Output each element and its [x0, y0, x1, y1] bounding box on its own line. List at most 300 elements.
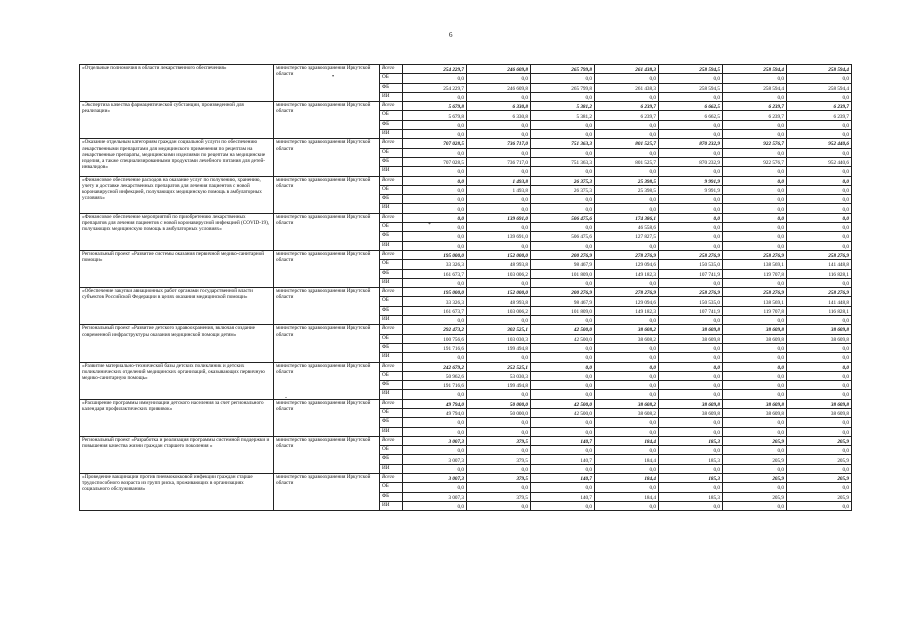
- amount-cell: 0,0: [595, 483, 659, 492]
- amount-cell: 200 276,9: [531, 288, 595, 297]
- amount-cell: 0,0: [403, 185, 467, 194]
- amount-cell: 0,0: [467, 501, 531, 510]
- amount-cell: 0,0: [467, 278, 531, 287]
- amount-cell: 0,0: [403, 278, 467, 287]
- amount-cell: 246 609,8: [467, 83, 531, 92]
- amount-cell: 292 473,2: [403, 325, 467, 334]
- amount-cell: 0,0: [531, 483, 595, 492]
- amount-cell: 38 608,2: [595, 399, 659, 408]
- amount-cell: 6 662,5: [659, 102, 723, 111]
- amount-cell: 0,0: [595, 390, 659, 399]
- event-name: «Обеспечение закупки авиационных работ органами государственной власти субъектов Российской Федерации в целях оказания медицинской помощи»: [80, 288, 274, 325]
- funding-source: ФБ: [380, 343, 403, 352]
- amount-cell: 0,0: [595, 120, 659, 129]
- amount-cell: 258 594,4: [787, 83, 852, 92]
- amount-cell: 6 239,7: [787, 111, 852, 120]
- amount-cell: 0,0: [723, 213, 787, 222]
- amount-cell: 0,0: [723, 185, 787, 194]
- funding-source: Всего: [380, 399, 403, 408]
- amount-cell: 0,0: [659, 353, 723, 362]
- stray-mark: •: [332, 74, 335, 80]
- amount-cell: 195 000,0: [403, 250, 467, 259]
- amount-cell: 185,3: [659, 436, 723, 445]
- table-row: [80, 362, 852, 371]
- amount-cell: 205,9: [787, 455, 852, 464]
- amount-cell: 0,0: [467, 167, 531, 176]
- amount-cell: 952 440,6: [787, 157, 852, 166]
- amount-cell: 0,0: [467, 130, 531, 139]
- amount-cell: 0,0: [723, 381, 787, 390]
- amount-cell: 38 608,2: [595, 334, 659, 343]
- funding-source: Всего: [380, 65, 403, 74]
- table-row: [80, 474, 852, 483]
- amount-cell: 0,0: [659, 343, 723, 352]
- amount-cell: 736 717,0: [467, 157, 531, 166]
- amount-cell: 0,0: [659, 241, 723, 250]
- amount-cell: 265 799,8: [531, 65, 595, 74]
- amount-cell: 26 375,3: [531, 176, 595, 185]
- amount-cell: 0,0: [787, 501, 852, 510]
- amount-cell: 0,0: [723, 501, 787, 510]
- amount-cell: 184,4: [595, 436, 659, 445]
- amount-cell: 751 363,3: [531, 157, 595, 166]
- amount-cell: 0,0: [787, 148, 852, 157]
- funding-source: ОБ: [380, 371, 403, 380]
- amount-cell: 379,5: [467, 492, 531, 501]
- amount-cell: 0,0: [467, 74, 531, 83]
- amount-cell: 38 609,8: [723, 408, 787, 417]
- amount-cell: 379,5: [467, 455, 531, 464]
- amount-cell: 258 594,4: [723, 65, 787, 74]
- amount-cell: 0,0: [723, 130, 787, 139]
- amount-cell: 0,0: [403, 92, 467, 101]
- amount-cell: 0,0: [403, 418, 467, 427]
- amount-cell: 103 006,2: [467, 306, 531, 315]
- amount-cell: 195 000,0: [403, 288, 467, 297]
- amount-cell: 0,0: [595, 343, 659, 352]
- responsible-executor: министерство здравоохранения Иркутской области: [274, 288, 380, 325]
- amount-cell: 0,0: [787, 120, 852, 129]
- funding-source: ФБ: [380, 269, 403, 278]
- amount-cell: 140,7: [531, 455, 595, 464]
- amount-cell: 0,0: [787, 353, 852, 362]
- amount-cell: 0,0: [595, 241, 659, 250]
- event-name: Региональный проект «Развитие детского здравоохранения, включая создание современной инфраструктуры оказания медицинской помощи детям»: [80, 325, 274, 362]
- amount-cell: 205,9: [787, 492, 852, 501]
- funding-source: ФБ: [380, 195, 403, 204]
- amount-cell: 0,0: [787, 92, 852, 101]
- amount-cell: 0,0: [531, 381, 595, 390]
- amount-cell: 0,0: [403, 232, 467, 241]
- amount-cell: 0,0: [787, 464, 852, 473]
- amount-cell: 258 594,4: [723, 83, 787, 92]
- funding-source: Всего: [380, 436, 403, 445]
- responsible-executor: министерство здравоохранения Иркутской области: [274, 362, 380, 399]
- amount-cell: 0,0: [467, 241, 531, 250]
- funding-source: ФБ: [380, 157, 403, 166]
- funding-source: ИИ: [380, 204, 403, 213]
- amount-cell: 0,0: [787, 316, 852, 325]
- amount-cell: 0,0: [467, 464, 531, 473]
- amount-cell: 0,0: [531, 148, 595, 157]
- amount-cell: 6 239,7: [723, 111, 787, 120]
- amount-cell: 0,0: [659, 278, 723, 287]
- amount-cell: 33 326,3: [403, 260, 467, 269]
- funding-source: ОБ: [380, 446, 403, 455]
- amount-cell: 0,0: [403, 316, 467, 325]
- amount-cell: 0,0: [595, 446, 659, 455]
- amount-cell: 258 594,4: [787, 65, 852, 74]
- amount-cell: 38 609,8: [659, 325, 723, 334]
- event-name: Региональный проект «Развитие системы оказания первичной медико-санитарной помощи»: [80, 250, 274, 287]
- amount-cell: 258 276,9: [659, 288, 723, 297]
- funding-source: ФБ: [380, 306, 403, 315]
- funding-source: ОБ: [380, 111, 403, 120]
- funding-source: ФБ: [380, 455, 403, 464]
- amount-cell: 0,0: [659, 464, 723, 473]
- amount-cell: 258 276,9: [723, 250, 787, 259]
- amount-cell: 0,0: [403, 464, 467, 473]
- event-name: «Финансовое обеспечение расходов на оказание услуг по получению, хранению, учету и доставке лекарственных препаратов для лечения пациентов с новой коронавирусной инфекцией, получающих медицинскую помощь в амбулаторных условиях»: [80, 176, 274, 213]
- amount-cell: 0,0: [659, 130, 723, 139]
- amount-cell: 0,0: [531, 353, 595, 362]
- amount-cell: 42 500,0: [531, 325, 595, 334]
- event-name: «Оказание отдельным категориям граждан социальной услуги по обеспечению лекарственными препаратами для медицинского применения по рецептам на лекарственные препараты, медицинскими изделиями по рецептам на медицинские изделия, а также специализированными продуктами лечебного питания для детей-инвалидов»: [80, 139, 274, 176]
- amount-cell: 38 608,2: [595, 408, 659, 417]
- funding-source: ИИ: [380, 464, 403, 473]
- amount-cell: 302 525,1: [467, 325, 531, 334]
- amount-cell: 0,0: [467, 418, 531, 427]
- amount-cell: 3 007,3: [403, 436, 467, 445]
- amount-cell: 0,0: [787, 130, 852, 139]
- amount-cell: 870 232,9: [659, 157, 723, 166]
- responsible-executor: министерство здравоохранения Иркутской области: [274, 325, 380, 362]
- amount-cell: 0,0: [467, 92, 531, 101]
- amount-cell: 0,0: [787, 278, 852, 287]
- amount-cell: 0,0: [659, 167, 723, 176]
- amount-cell: 0,0: [531, 204, 595, 213]
- amount-cell: 0,0: [531, 501, 595, 510]
- amount-cell: 119 707,8: [723, 269, 787, 278]
- funding-source: ОБ: [380, 223, 403, 232]
- amount-cell: 0,0: [723, 316, 787, 325]
- table-row: [80, 65, 852, 74]
- amount-cell: 116 828,1: [787, 306, 852, 315]
- page-number: 6: [449, 31, 453, 39]
- amount-cell: 0,0: [659, 223, 723, 232]
- amount-cell: 0,0: [531, 130, 595, 139]
- amount-cell: 199 494,8: [467, 381, 531, 390]
- amount-cell: 870 232,9: [659, 139, 723, 148]
- amount-cell: 1 493,8: [467, 185, 531, 194]
- table-row: [80, 288, 852, 297]
- amount-cell: 0,0: [787, 74, 852, 83]
- amount-cell: 161 673,7: [403, 269, 467, 278]
- amount-cell: 0,0: [723, 362, 787, 371]
- amount-cell: 138 569,1: [723, 260, 787, 269]
- amount-cell: 0,0: [531, 195, 595, 204]
- amount-cell: 0,0: [787, 418, 852, 427]
- amount-cell: 0,0: [659, 501, 723, 510]
- amount-cell: 0,0: [467, 204, 531, 213]
- table-row: [80, 399, 852, 408]
- amount-cell: 0,0: [723, 278, 787, 287]
- amount-cell: 140,7: [531, 436, 595, 445]
- amount-cell: 707 028,5: [403, 139, 467, 148]
- funding-source: Всего: [380, 288, 403, 297]
- amount-cell: 0,0: [595, 316, 659, 325]
- amount-cell: 0,0: [467, 195, 531, 204]
- amount-cell: 0,0: [531, 241, 595, 250]
- amount-cell: 0,0: [531, 74, 595, 83]
- amount-cell: 184,4: [595, 455, 659, 464]
- amount-cell: 38 609,8: [659, 399, 723, 408]
- funding-source: Всего: [380, 139, 403, 148]
- funding-source: ФБ: [380, 83, 403, 92]
- amount-cell: 0,0: [723, 343, 787, 352]
- amount-cell: 0,0: [467, 446, 531, 455]
- funding-source: ОБ: [380, 260, 403, 269]
- amount-cell: 38 609,8: [723, 399, 787, 408]
- amount-cell: 205,9: [787, 436, 852, 445]
- funding-source: Всего: [380, 362, 403, 371]
- funding-source: ОБ: [380, 408, 403, 417]
- amount-cell: 119 707,8: [723, 306, 787, 315]
- amount-cell: 0,0: [595, 418, 659, 427]
- amount-cell: 0,0: [403, 120, 467, 129]
- funding-source: Всего: [380, 102, 403, 111]
- amount-cell: 0,0: [787, 343, 852, 352]
- amount-cell: 191 716,6: [403, 381, 467, 390]
- amount-cell: 138 569,1: [723, 297, 787, 306]
- amount-cell: 261 438,3: [595, 65, 659, 74]
- amount-cell: 101 809,0: [531, 269, 595, 278]
- amount-cell: 0,0: [595, 130, 659, 139]
- amount-cell: 149 182,3: [595, 269, 659, 278]
- amount-cell: 258 276,9: [787, 288, 852, 297]
- amount-cell: 140,7: [531, 474, 595, 483]
- amount-cell: 6 239,7: [787, 102, 852, 111]
- event-name: «Экспертиза качества фармацевтической субстанции, произведенной для реализации»: [80, 102, 274, 139]
- funding-source: ИИ: [380, 353, 403, 362]
- amount-cell: 0,0: [659, 362, 723, 371]
- amount-cell: 0,0: [723, 418, 787, 427]
- amount-cell: 0,0: [467, 427, 531, 436]
- amount-cell: 0,0: [723, 371, 787, 380]
- amount-cell: 506 475,6: [531, 232, 595, 241]
- amount-cell: 0,0: [659, 446, 723, 455]
- amount-cell: 0,0: [723, 353, 787, 362]
- amount-cell: 26 375,3: [531, 185, 595, 194]
- amount-cell: 185,3: [659, 455, 723, 464]
- funding-source: ИИ: [380, 92, 403, 101]
- amount-cell: 0,0: [403, 427, 467, 436]
- amount-cell: 116 828,1: [787, 269, 852, 278]
- amount-cell: 38 608,2: [595, 325, 659, 334]
- amount-cell: 205,9: [723, 436, 787, 445]
- amount-cell: 0,0: [403, 390, 467, 399]
- amount-cell: 0,0: [531, 343, 595, 352]
- amount-cell: 161 673,7: [403, 306, 467, 315]
- amount-cell: 149 182,3: [595, 306, 659, 315]
- funding-source: ФБ: [380, 232, 403, 241]
- amount-cell: 0,0: [531, 362, 595, 371]
- amount-cell: 6 330,8: [467, 102, 531, 111]
- amount-cell: 141 448,8: [787, 260, 852, 269]
- amount-cell: 922 576,7: [723, 139, 787, 148]
- amount-cell: 0,0: [595, 148, 659, 157]
- amount-cell: 0,0: [531, 278, 595, 287]
- amount-cell: 0,0: [467, 120, 531, 129]
- amount-cell: 107 741,9: [659, 269, 723, 278]
- funding-source: Всего: [380, 213, 403, 222]
- amount-cell: 0,0: [531, 120, 595, 129]
- amount-cell: 0,0: [723, 148, 787, 157]
- funding-source: ОБ: [380, 185, 403, 194]
- amount-cell: 6 239,7: [595, 102, 659, 111]
- table-row: [80, 436, 852, 445]
- event-name: «Отдельные полномочия в области лекарственного обеспечения»: [80, 65, 274, 102]
- amount-cell: 0,0: [531, 390, 595, 399]
- amount-cell: 379,5: [467, 436, 531, 445]
- amount-cell: 3 007,3: [403, 455, 467, 464]
- amount-cell: 184,4: [595, 492, 659, 501]
- amount-cell: 185,3: [659, 492, 723, 501]
- amount-cell: 0,0: [787, 167, 852, 176]
- funding-source: ИИ: [380, 427, 403, 436]
- amount-cell: 0,0: [723, 427, 787, 436]
- table-row: [80, 139, 852, 148]
- amount-cell: 0,0: [787, 362, 852, 371]
- amount-cell: 0,0: [659, 213, 723, 222]
- amount-cell: 0,0: [723, 176, 787, 185]
- amount-cell: 107 741,9: [659, 306, 723, 315]
- funding-source: ФБ: [380, 492, 403, 501]
- event-name: Региональный проект «Разработка и реализация программы системной поддержки и повышения качества жизни граждан старшего поколения »: [80, 436, 274, 473]
- amount-cell: 184,4: [595, 474, 659, 483]
- event-name: «Развитие материально-технической базы детских поликлиник и детских поликлинических отделений медицинских организаций, оказывающих первичную медико-санитарную помощь»: [80, 362, 274, 399]
- amount-cell: 5 679,8: [403, 111, 467, 120]
- amount-cell: 0,0: [659, 381, 723, 390]
- amount-cell: 0,0: [595, 381, 659, 390]
- amount-cell: 1 493,8: [467, 176, 531, 185]
- amount-cell: 174 386,1: [595, 213, 659, 222]
- amount-cell: 736 717,0: [467, 139, 531, 148]
- amount-cell: 258 594,5: [659, 83, 723, 92]
- event-name: «Проведение вакцинации против пневмококковой инфекции граждан старше трудоспособного возраста из групп риска, проживающих в организациях социального обслуживания»: [80, 474, 274, 511]
- amount-cell: 0,0: [595, 278, 659, 287]
- amount-cell: 205,9: [787, 474, 852, 483]
- amount-cell: 6 239,7: [723, 102, 787, 111]
- amount-cell: 0,0: [723, 446, 787, 455]
- amount-cell: 48 993,8: [467, 297, 531, 306]
- amount-cell: 0,0: [787, 223, 852, 232]
- amount-cell: 0,0: [723, 241, 787, 250]
- amount-cell: 0,0: [595, 195, 659, 204]
- table-row: [80, 325, 852, 334]
- amount-cell: 0,0: [403, 483, 467, 492]
- amount-cell: 0,0: [787, 241, 852, 250]
- amount-cell: 0,0: [595, 353, 659, 362]
- amount-cell: 0,0: [467, 223, 531, 232]
- amount-cell: 0,0: [467, 483, 531, 492]
- amount-cell: 0,0: [723, 464, 787, 473]
- amount-cell: 0,0: [723, 167, 787, 176]
- amount-cell: 0,0: [403, 74, 467, 83]
- amount-cell: 0,0: [595, 74, 659, 83]
- amount-cell: 0,0: [467, 316, 531, 325]
- funding-source: ИИ: [380, 501, 403, 510]
- amount-cell: 50 000,0: [467, 408, 531, 417]
- amount-cell: 0,0: [531, 92, 595, 101]
- amount-cell: 0,0: [403, 167, 467, 176]
- amount-cell: 127 827,5: [595, 232, 659, 241]
- amount-cell: 46 558,6: [595, 223, 659, 232]
- amount-cell: 0,0: [723, 74, 787, 83]
- amount-cell: 801 525,7: [595, 157, 659, 166]
- amount-cell: 5 679,8: [403, 102, 467, 111]
- amount-cell: 801 525,7: [595, 139, 659, 148]
- event-name: «Финансовое обеспечение мероприятий по приобретению лекарственных препаратов для лечения пациентов с новой коронавирусной инфекцией (COVID-19), получающих медицинскую помощь в амбулаторных условиях»: [80, 213, 274, 250]
- amount-cell: 150 535,0: [659, 260, 723, 269]
- amount-cell: 100 756,6: [403, 334, 467, 343]
- amount-cell: 707 028,5: [403, 157, 467, 166]
- amount-cell: 0,0: [787, 195, 852, 204]
- amount-cell: 0,0: [595, 427, 659, 436]
- amount-cell: 38 609,8: [723, 334, 787, 343]
- amount-cell: 0,0: [595, 501, 659, 510]
- amount-cell: 48 993,8: [467, 260, 531, 269]
- amount-cell: 0,0: [403, 195, 467, 204]
- amount-cell: 0,0: [595, 362, 659, 371]
- amount-cell: 0,0: [595, 167, 659, 176]
- amount-cell: 50 962,6: [403, 371, 467, 380]
- amount-cell: 265 799,8: [531, 83, 595, 92]
- amount-cell: 0,0: [531, 418, 595, 427]
- amount-cell: 140,7: [531, 492, 595, 501]
- amount-cell: 49 794,0: [403, 408, 467, 417]
- amount-cell: 38 609,8: [787, 408, 852, 417]
- amount-cell: 33 326,3: [403, 297, 467, 306]
- funding-source: ОБ: [380, 483, 403, 492]
- amount-cell: 49 794,0: [403, 399, 467, 408]
- amount-cell: 258 594,5: [659, 65, 723, 74]
- amount-cell: 0,0: [531, 223, 595, 232]
- amount-cell: 205,9: [723, 492, 787, 501]
- amount-cell: 0,0: [659, 390, 723, 399]
- amount-cell: 38 609,8: [659, 408, 723, 417]
- funding-source: ОБ: [380, 148, 403, 157]
- funding-source: ИИ: [380, 167, 403, 176]
- amount-cell: 0,0: [531, 427, 595, 436]
- amount-cell: 185,3: [659, 474, 723, 483]
- amount-cell: 0,0: [787, 232, 852, 241]
- funding-source: ОБ: [380, 297, 403, 306]
- amount-cell: 0,0: [787, 483, 852, 492]
- amount-cell: 0,0: [403, 204, 467, 213]
- amount-cell: 0,0: [531, 371, 595, 380]
- funding-source: ИИ: [380, 278, 403, 287]
- amount-cell: 50 000,0: [467, 399, 531, 408]
- amount-cell: 0,0: [723, 204, 787, 213]
- amount-cell: 103 006,2: [467, 269, 531, 278]
- amount-cell: 101 809,0: [531, 306, 595, 315]
- amount-cell: 0,0: [723, 483, 787, 492]
- amount-cell: 0,0: [531, 167, 595, 176]
- amount-cell: 42 500,0: [531, 334, 595, 343]
- amount-cell: 0,0: [787, 371, 852, 380]
- funding-source: Всего: [380, 250, 403, 259]
